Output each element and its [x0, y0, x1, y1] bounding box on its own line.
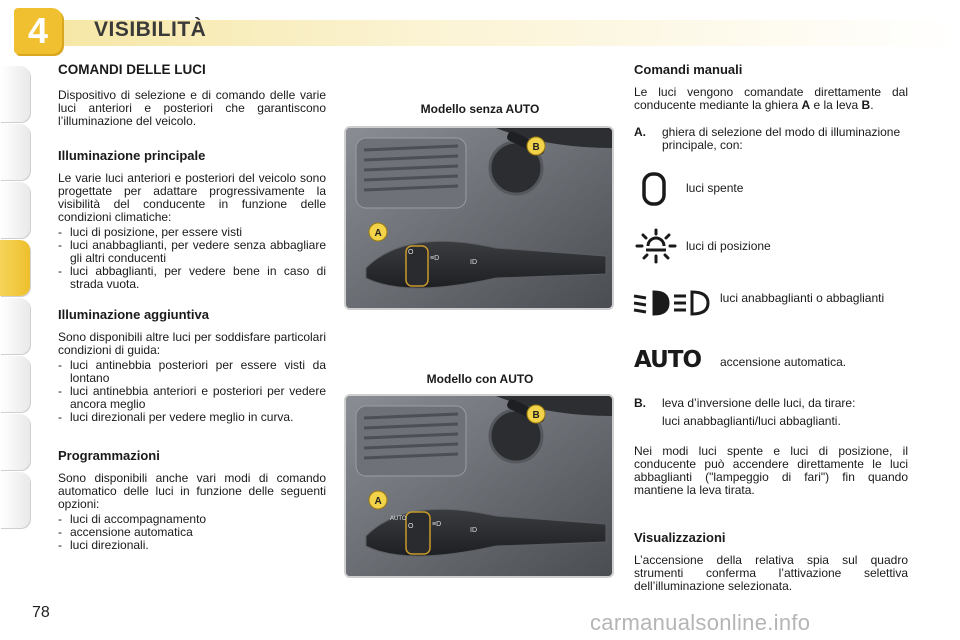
list-item: - luci di posizione, per essere visti — [58, 226, 326, 239]
extra-lighting-list — [58, 359, 326, 424]
definition-a-label: A. — [634, 125, 646, 139]
photo-stalk-without-auto — [344, 126, 614, 310]
manual-intro — [634, 86, 908, 112]
stalk-mark-main-b: ID — [470, 527, 477, 534]
chapter-tab-4-active[interactable] — [0, 240, 30, 296]
legend-auto — [634, 346, 701, 374]
chapter-tab-3[interactable] — [0, 182, 30, 238]
heading-display: Visualizzazioni — [634, 530, 726, 545]
dipped-main-beam-icon — [632, 288, 714, 318]
list-item: - luci antinebbia posteriori per essere visti da lontano — [58, 359, 326, 385]
definition-b — [634, 397, 908, 428]
page-number: 78 — [32, 604, 50, 621]
definition-b-sub: luci anabbaglianti/luci abbaglianti. — [662, 414, 841, 428]
stalk-mark-auto: AUTO — [390, 516, 407, 522]
legend-text-lights-off: luci spente — [686, 181, 744, 195]
stalk-mark-off: O — [408, 249, 414, 256]
heading-extra-lighting: Illuminazione aggiuntiva — [58, 307, 209, 322]
chapter-tab-1[interactable] — [0, 66, 30, 122]
list-item: - luci direzionali per vedere meglio in curva. — [58, 411, 326, 424]
label-b-bottom: B — [532, 410, 540, 421]
flash-note: Nei modi luci spente e luci di posizione, il conducente può accendere direttamente le luci abbaglianti ("lampeggio di fari") fin quando mantiene la leva tirata. — [634, 444, 908, 497]
page-title: VISIBILITÀ — [94, 18, 207, 41]
heading-programming: Programmazioni — [58, 448, 160, 463]
chapter-tab-2[interactable] — [0, 124, 30, 180]
main-lighting-text: Le varie luci anteriori e posteriori del veicolo sono progettate per adattare progressivamente la visibilità del conducente in funzione delle condizioni climatiche: — [58, 171, 326, 224]
chapter-tab-6[interactable] — [0, 356, 30, 412]
manual-intro-mid: e la leva — [813, 98, 859, 112]
main-lighting-list — [58, 226, 326, 291]
stalk-mark-main: ID — [470, 259, 477, 266]
lights-off-icon — [640, 172, 670, 206]
list-item: - luci antinebbia anteriori e posteriori per vedere ancora meglio — [58, 385, 326, 411]
auto-icon — [634, 346, 701, 374]
caption-without-auto: Modello senza AUTO — [420, 102, 540, 116]
stalk-illustration-bottom — [346, 396, 612, 576]
list-item: - luci direzionali. — [58, 539, 326, 552]
list-item: - luci anabbaglianti, per vedere senza abbagliare gli altri conducenti — [58, 239, 326, 265]
display-text: L’accensione della relativa spia sul quadro strumenti conferma l’attivazione selettiva dell’illuminazione selezionata. — [634, 553, 908, 593]
intro-text: Dispositivo di selezione e di comando delle varie luci anteriori e posteriori che garantiscono l’illuminazione del veicolo. — [58, 88, 326, 128]
section-title-light-controls: COMANDI DELLE LUCI — [58, 62, 206, 77]
chapter-tabs — [0, 66, 34, 530]
manual-intro-b: B — [861, 98, 871, 112]
legend-text-position-lights: luci di posizione — [686, 239, 771, 253]
heading-main-lighting: Illuminazione principale — [58, 148, 206, 163]
heading-manual-controls: Comandi manuali — [634, 62, 743, 77]
chapter-number: 4 — [14, 8, 62, 54]
stalk-illustration-top — [346, 128, 612, 308]
label-a-bottom: A — [374, 496, 382, 507]
manual-intro-text: Le luci vengono comandate direttamente dal conducente mediante la ghiera — [634, 85, 908, 112]
manual-intro-end: . — [870, 98, 874, 112]
legend-text-auto: accensione automatica. — [720, 355, 847, 369]
stalk-mark-dipped: ≡D — [430, 255, 440, 262]
definition-a — [634, 126, 908, 152]
definition-b-text: leva d’inversione delle luci, da tirare: — [662, 396, 856, 410]
chapter-tab-5[interactable] — [0, 298, 30, 354]
manual-intro-a: A — [801, 98, 811, 112]
extra-lighting-text: Sono disponibili altre luci per soddisfare particolari condizioni di guida: — [58, 330, 326, 357]
label-b-top: B — [532, 142, 540, 153]
position-lights-icon — [634, 226, 678, 266]
label-a-top: A — [374, 228, 382, 239]
programming-list — [58, 513, 326, 552]
watermark: carmanualsonline.info — [590, 610, 811, 635]
stalk-mark-off-b: O — [408, 523, 414, 530]
legend-position-lights — [634, 226, 678, 266]
chapter-tab-7[interactable] — [0, 414, 30, 470]
legend-dipped-main — [632, 288, 714, 318]
definition-a-text: ghiera di selezione del modo di illuminazione principale, con: — [662, 125, 901, 152]
legend-text-dipped-main: luci anabbaglianti o abbaglianti — [720, 291, 885, 305]
list-item: - accensione automatica — [58, 526, 326, 539]
programming-text: Sono disponibili anche vari modi di comando automatico delle luci in funzione delle seguenti opzioni: — [58, 471, 326, 511]
chapter-tab-8[interactable] — [0, 472, 30, 528]
list-item: - luci abbaglianti, per vedere bene in caso di strada vuota. — [58, 265, 326, 291]
display-section — [634, 530, 908, 593]
auto-icon-text: AUTO — [634, 347, 702, 373]
photo-stalk-with-auto — [344, 394, 614, 578]
legend-lights-off — [640, 172, 670, 206]
list-item: - luci di accompagnamento — [58, 513, 326, 526]
definition-b-label: B. — [634, 396, 646, 410]
stalk-mark-dipped-b: ≡D — [432, 521, 442, 528]
left-column — [58, 62, 326, 552]
caption-with-auto: Modello con AUTO — [426, 372, 534, 386]
right-column — [634, 62, 908, 112]
